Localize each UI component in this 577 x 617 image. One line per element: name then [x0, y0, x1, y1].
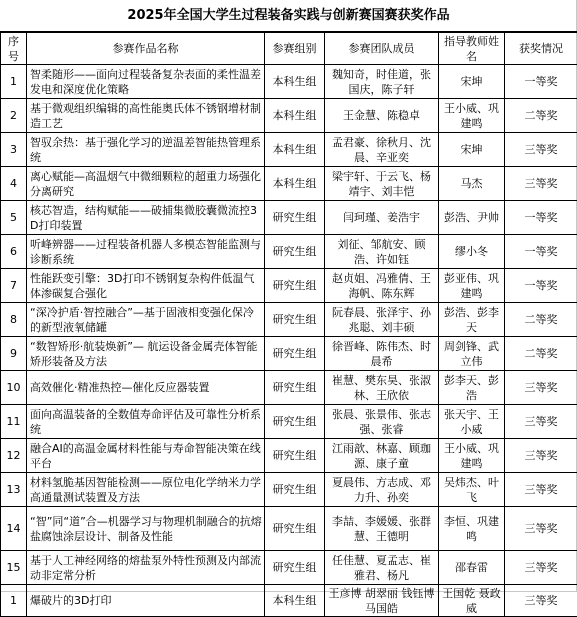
cell-teacher: 彭浩、尹帅 [439, 201, 505, 235]
table-row [1, 133, 577, 167]
cell-name: 基于人工神经网络的熔盐泵外特性预测及内部流动非定常分析 [27, 551, 265, 585]
cell-name: 高效催化·精准热控—催化反应器装置 [27, 371, 265, 405]
cell-group: 研究生组 [265, 507, 325, 551]
cell-no: 9 [1, 337, 27, 371]
cell-name: 核芯智造，结构赋能——破捕集微胶囊微流控3D打印装置 [27, 201, 265, 235]
cell-group: 本科生组 [265, 65, 325, 99]
cell-award: 二等奖 [505, 337, 577, 371]
cell-no: 15 [1, 551, 27, 585]
header-cell-group: 参赛组别 [265, 33, 325, 65]
cell-award: 三等奖 [505, 585, 577, 617]
table-row [1, 585, 577, 617]
cell-name: 爆破片的3D打印 [27, 585, 265, 617]
cell-name: 性能跃变引擎：3D打印不锈钢复杂构件低温气体渗碳复合强化 [27, 269, 265, 303]
cell-no: 2 [1, 99, 27, 133]
cell-group: 研究生组 [265, 551, 325, 585]
header-cell-award: 获奖情况 [505, 33, 577, 65]
cell-members: 夏晨伟、方志成、邓力升、孙奕 [325, 473, 439, 507]
cell-group: 本科生组 [265, 99, 325, 133]
cell-group: 研究生组 [265, 337, 325, 371]
cell-group: 本科生组 [265, 133, 325, 167]
cell-award: 三等奖 [505, 405, 577, 439]
cell-members: 孟君豪、徐秋月、沈晨、辛亚奕 [325, 133, 439, 167]
table-row [1, 235, 577, 269]
cell-name: 融合AI的高温金属材料性能与寿命智能决策在线平台 [27, 439, 265, 473]
cell-teacher: 宋坤 [439, 133, 505, 167]
cell-award: 三等奖 [505, 167, 577, 201]
cell-name: 面向高温装备的全数值寿命评估及可靠性分析系统 [27, 405, 265, 439]
cell-members: 刘征、邹航安、顾浩、许如钰 [325, 235, 439, 269]
cell-no: 4 [1, 167, 27, 201]
cell-no: 12 [1, 439, 27, 473]
cell-group: 研究生组 [265, 269, 325, 303]
cell-members: 王彦博 胡翠丽 钱钰博 马国皓 [325, 585, 439, 617]
cell-no: 13 [1, 473, 27, 507]
cell-group: 研究生组 [265, 235, 325, 269]
cell-name: “智”同“道”合—机器学习与物理机制融合的抗熔盐腐蚀涂层设计、制备及性能 [27, 507, 265, 551]
table-row [1, 405, 577, 439]
table-row [1, 473, 577, 507]
table-row [1, 303, 577, 337]
cell-no: 5 [1, 201, 27, 235]
table-row [1, 99, 577, 133]
cell-award: 三等奖 [505, 133, 577, 167]
cell-name: 智柔随形——面向过程装备复杂表面的柔性温差发电和深度优化策略 [27, 65, 265, 99]
cell-teacher: 吴炜杰、叶飞 [439, 473, 505, 507]
cell-award: 二等奖 [505, 99, 577, 133]
cell-members: 江雨歆、林嘉、顾珈源、康子童 [325, 439, 439, 473]
cell-award: 三等奖 [505, 507, 577, 551]
table-row [1, 507, 577, 551]
table-row [1, 371, 577, 405]
header-cell-name: 参赛作品名称 [27, 33, 265, 65]
cell-members: 赵贞姐、冯雅倩、王海帆、陈东辉 [325, 269, 439, 303]
cell-group: 研究生组 [265, 473, 325, 507]
cell-members: 王金慧、陈稳卓 [325, 99, 439, 133]
cell-group: 本科生组 [265, 167, 325, 201]
cell-members: 李喆、李媛媛、张群慧、王德明 [325, 507, 439, 551]
cell-name: 基于微观组织编辑的高性能奥氏体不锈钢增材制造工艺 [27, 99, 265, 133]
cell-teacher: 张天宇、王小威 [439, 405, 505, 439]
cell-no: 3 [1, 133, 27, 167]
table-row [1, 551, 577, 585]
table-row [1, 65, 577, 99]
cell-teacher: 马杰 [439, 167, 505, 201]
cell-award: 二等奖 [505, 303, 577, 337]
cell-teacher: 彭李天、彭浩 [439, 371, 505, 405]
cell-no: 1 [1, 585, 27, 617]
cell-teacher: 王小威、巩建鸣 [439, 99, 505, 133]
cell-members: 张晨、张景伟、张志强、张睿 [325, 405, 439, 439]
cell-teacher: 王小威、巩建鸣 [439, 439, 505, 473]
table-row [1, 269, 577, 303]
cell-name: 听峰辨器——过程装备机器人多模态智能监测与诊断系统 [27, 235, 265, 269]
cell-no: 14 [1, 507, 27, 551]
header-row [1, 33, 577, 65]
cell-name: 离心赋能—高温烟气中微细颗粒的超重力场强化分离研究 [27, 167, 265, 201]
cell-no: 1 [1, 65, 27, 99]
cell-members: 魏知奇，时佳道，张国庆，陈子轩 [325, 65, 439, 99]
cell-name: “深冷护盾·智控融合”—基于固液相变强化保冷的新型液氧储罐 [27, 303, 265, 337]
table-row [1, 439, 577, 473]
cell-award: 一等奖 [505, 269, 577, 303]
cell-teacher: 彭浩、彭李天 [439, 303, 505, 337]
cell-teacher: 李恒、巩建鸣 [439, 507, 505, 551]
cell-members: 徐晋峰、陈伟杰、时晨希 [325, 337, 439, 371]
header-cell-members: 参赛团队成员 [325, 33, 439, 65]
cell-teacher: 宋坤 [439, 65, 505, 99]
cell-no: 7 [1, 269, 27, 303]
cell-group: 研究生组 [265, 405, 325, 439]
cell-name: “数智矫形·航装焕新”— 航运设备金属壳体智能矫形装备及方法 [27, 337, 265, 371]
cell-teacher: 邵春雷 [439, 551, 505, 585]
cell-members: 闫珂瑾、姜浩宇 [325, 201, 439, 235]
cell-teacher: 彭亚伟、巩建鸣 [439, 269, 505, 303]
cell-group: 本科生组 [265, 585, 325, 617]
table-row [1, 337, 577, 371]
cell-group: 研究生组 [265, 201, 325, 235]
cell-award: 三等奖 [505, 551, 577, 585]
cell-award: 一等奖 [505, 201, 577, 235]
cell-group: 研究生组 [265, 371, 325, 405]
cell-award: 一等奖 [505, 65, 577, 99]
cell-award: 三等奖 [505, 439, 577, 473]
header-cell-teacher: 指导教师姓名 [439, 33, 505, 65]
cell-group: 研究生组 [265, 439, 325, 473]
cell-no: 10 [1, 371, 27, 405]
cell-teacher: 缪小冬 [439, 235, 505, 269]
cell-teacher: 王国乾 聂政威 [439, 585, 505, 617]
cell-members: 阮春晨、张泽宇、孙兆聪、刘丰硕 [325, 303, 439, 337]
cell-name: 材料氢脆基因智能检测——原位电化学纳米力学高通量测试装置及方法 [27, 473, 265, 507]
header-cell-no: 序号 [1, 33, 27, 65]
award-table [0, 32, 577, 617]
cell-members: 崔慧、樊东昊、张淑林、王欣依 [325, 371, 439, 405]
cell-members: 梁宇轩、于云飞、杨靖宇、刘丰恺 [325, 167, 439, 201]
cell-award: 一等奖 [505, 235, 577, 269]
cell-award: 三等奖 [505, 473, 577, 507]
cell-no: 6 [1, 235, 27, 269]
sheet-title: 2025年全国大学生过程装备实践与创新赛国赛获奖作品 [0, 0, 577, 32]
table-row [1, 201, 577, 235]
cell-no: 8 [1, 303, 27, 337]
cell-no: 11 [1, 405, 27, 439]
cell-teacher: 周剑锋、武立伟 [439, 337, 505, 371]
cell-name: 智驭余热：基于强化学习的逆温差智能热管理系统 [27, 133, 265, 167]
cell-group: 研究生组 [265, 303, 325, 337]
cell-award: 三等奖 [505, 371, 577, 405]
cell-members: 任佳慧、夏孟志、崔雅君、杨凡 [325, 551, 439, 585]
table-row [1, 167, 577, 201]
